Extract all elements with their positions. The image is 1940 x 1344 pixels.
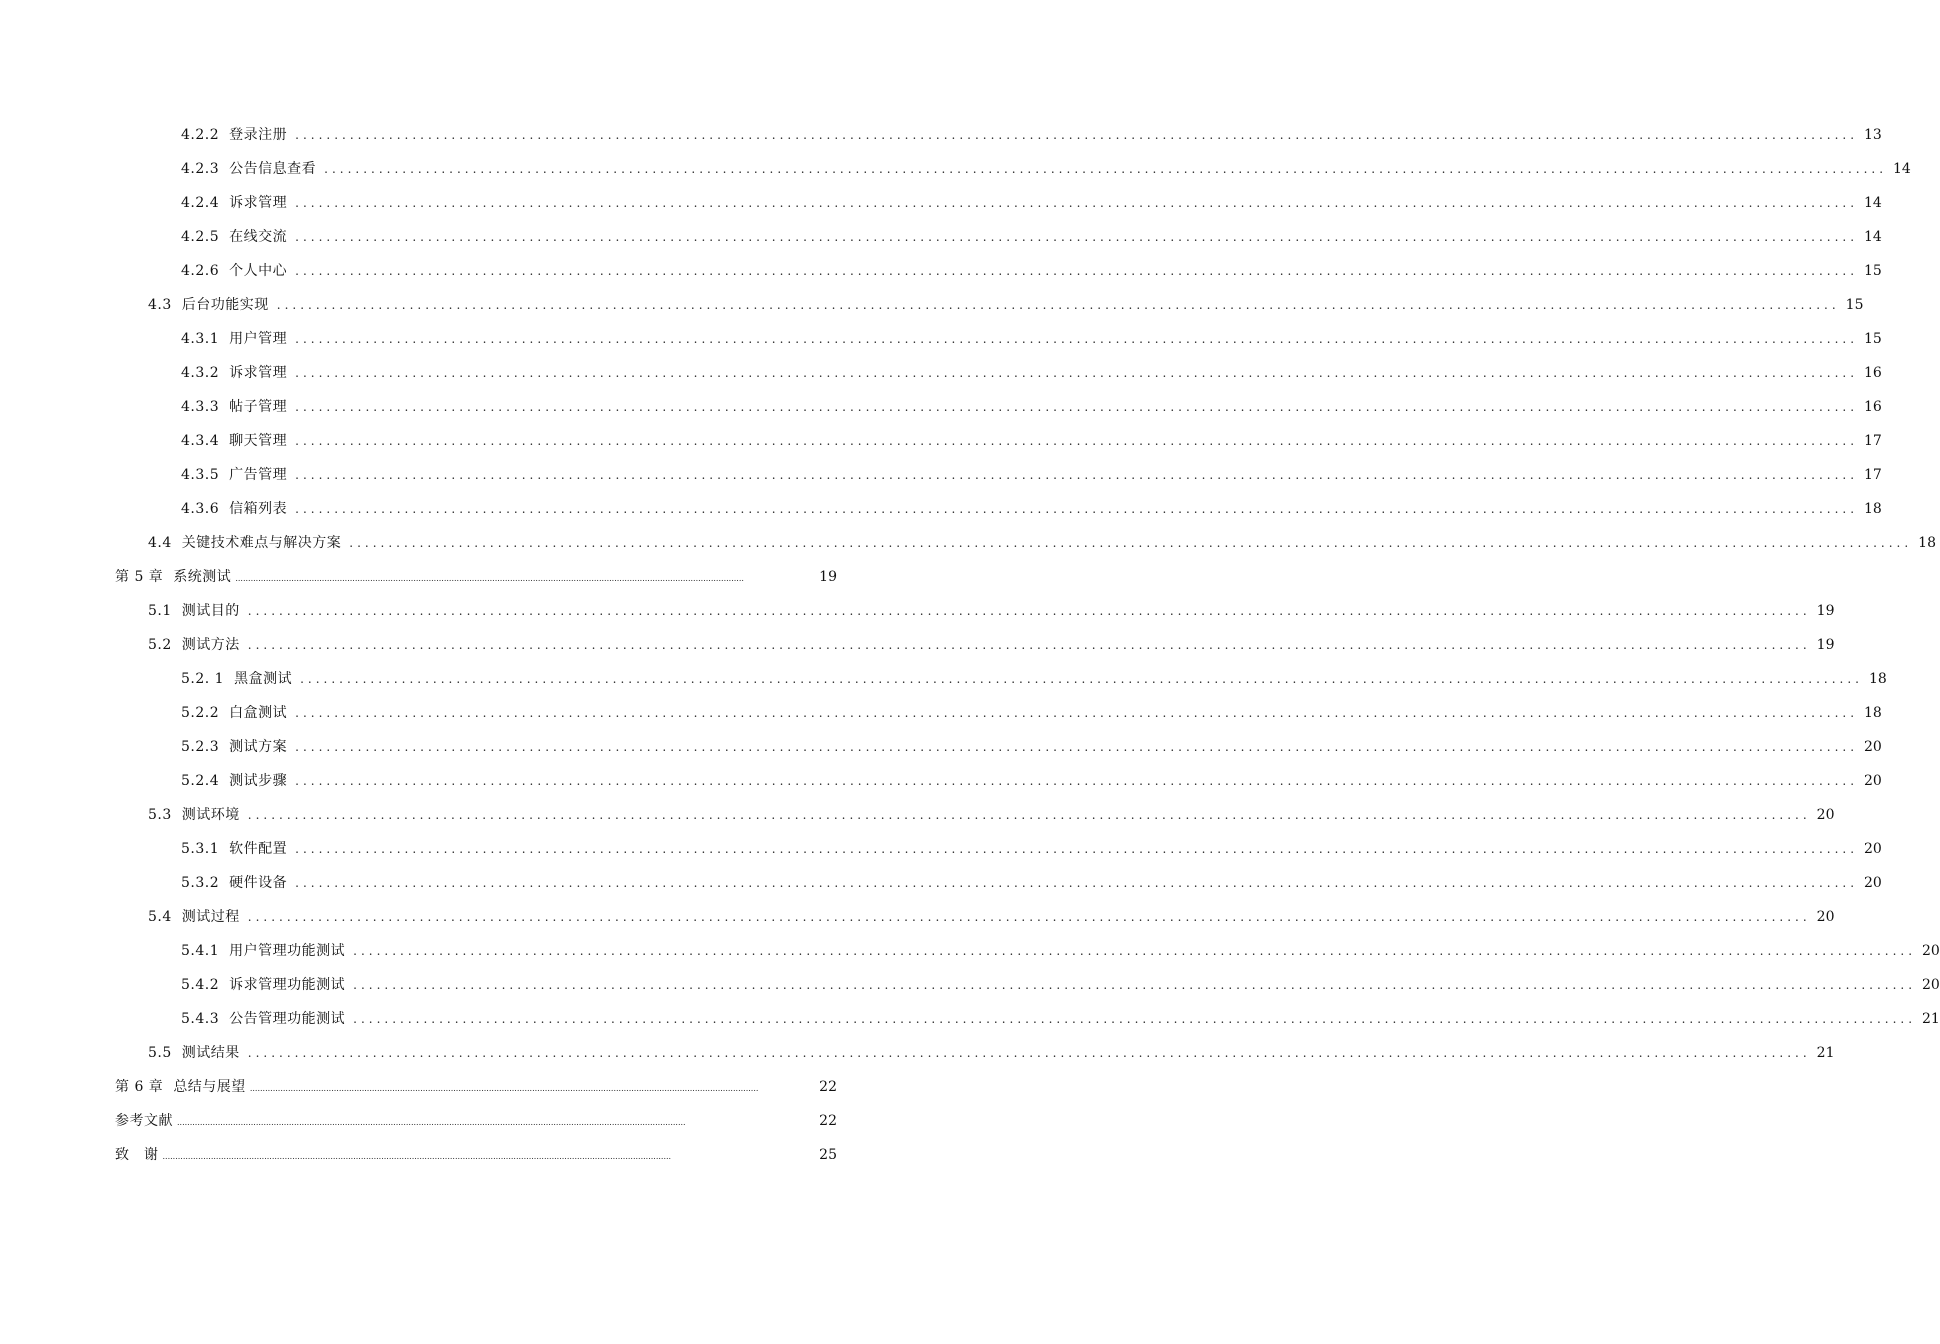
- dot-leader: ........................................................................................................................................................................................................: [247, 808, 1811, 822]
- toc-entry[interactable]: [0, 628, 1835, 662]
- toc-entry-number: 4.4: [148, 535, 172, 551]
- toc-entry-title: 测试过程: [181, 909, 240, 925]
- dot-leader: ........................................................................................................................................................................................................: [295, 468, 1859, 482]
- toc-entry-page-number: 17: [1864, 467, 1882, 483]
- toc-entry-page-number: 15: [1864, 263, 1882, 279]
- toc-entry-page-number: 20: [1816, 909, 1835, 925]
- toc-entry[interactable]: [0, 968, 1940, 1002]
- toc-entry[interactable]: [0, 356, 1882, 390]
- toc-entry-page-number: 15: [1845, 297, 1864, 313]
- toc-entry-page-number: 13: [1864, 127, 1882, 143]
- toc-entry[interactable]: [0, 832, 1882, 866]
- dot-leader: ........................................................................................................................................................................................................: [295, 706, 1859, 720]
- toc-entry-page-number: 19: [1816, 603, 1835, 619]
- toc-entry-label: [115, 1138, 159, 1172]
- dot-leader: ........................................................................................................................................................................................................: [177, 1118, 686, 1127]
- dot-leader: ........................................................................................................................................................................................................: [295, 876, 1859, 890]
- toc-entry-label: [115, 560, 231, 594]
- toc-entry-title: 参考文献: [115, 1113, 173, 1129]
- toc-entry-label: [181, 492, 287, 526]
- toc-entry-page-number: 20: [1864, 875, 1882, 891]
- dot-leader: ........................................................................................................................................................................................................: [295, 400, 1859, 414]
- toc-entry-number: 5.3: [148, 807, 172, 823]
- toc-entry-number: 4.2.6: [181, 263, 220, 279]
- toc-entry-title: 关键技术难点与解决方案: [181, 535, 342, 551]
- toc-entry-number: 5.2.4: [181, 773, 220, 789]
- toc-entry-number: 4.2.4: [181, 195, 220, 211]
- toc-entry-number: 5.4.2: [181, 977, 220, 993]
- toc-entry-label: [148, 526, 341, 560]
- toc-entry-page-number: 17: [1864, 433, 1882, 449]
- toc-entry-number: 4.3.4: [181, 433, 220, 449]
- toc-entry-number: 5.2.2: [181, 705, 220, 721]
- dot-leader: ........................................................................................................................................................................................................: [353, 1012, 1917, 1026]
- dot-leader: ........................................................................................................................................................................................................: [353, 978, 1917, 992]
- toc-entry-number: 5.5: [148, 1045, 172, 1061]
- toc-entry-title: 个人中心: [229, 263, 288, 279]
- toc-entry-title: 测试步骤: [229, 773, 288, 789]
- toc-entry-page-number: 19: [819, 569, 837, 585]
- dot-leader: ........................................................................................................................................................................................................: [295, 332, 1859, 346]
- toc-entry[interactable]: [0, 390, 1882, 424]
- toc-entry-title: 聊天管理: [229, 433, 288, 449]
- toc-entry-page-number: 16: [1864, 399, 1882, 415]
- toc-entry-title: 致 谢: [115, 1147, 159, 1163]
- dot-leader: ........................................................................................................................................................................................................: [295, 196, 1859, 210]
- toc-entry-label: [181, 118, 287, 152]
- dot-leader: ........................................................................................................................................................................................................: [247, 638, 1811, 652]
- toc-entry-number: 5.3.2: [181, 875, 220, 891]
- dot-leader: ........................................................................................................................................................................................................: [324, 162, 1888, 176]
- toc-entry[interactable]: [0, 1070, 950, 1104]
- toc-entry-label: [181, 390, 287, 424]
- toc-entry-label: [181, 254, 287, 288]
- toc-entry-label: [181, 458, 287, 492]
- toc-entry-label: [148, 288, 269, 322]
- toc-entry-page-number: 21: [1816, 1045, 1835, 1061]
- dot-leader: ........................................................................................................................................................................................................: [249, 1084, 759, 1093]
- toc-entry-number: 4.3.6: [181, 501, 220, 517]
- dot-leader: ........................................................................................................................................................................................................: [295, 740, 1859, 754]
- toc-entry-page-number: 14: [1893, 161, 1911, 177]
- toc-entry-page-number: 14: [1864, 229, 1882, 245]
- toc-entry-label: [181, 186, 287, 220]
- toc-entry-page-number: 18: [1868, 671, 1887, 687]
- toc-entry-title: 白盒测试: [229, 705, 288, 721]
- toc-entry-label: [148, 628, 240, 662]
- toc-entry-title: 登录注册: [229, 127, 288, 143]
- toc-entry[interactable]: [0, 662, 1887, 696]
- dot-leader: ........................................................................................................................................................................................................: [247, 1046, 1811, 1060]
- toc-entry-title: 诉求管理: [229, 195, 288, 211]
- toc-entry-title: 测试方案: [229, 739, 288, 755]
- dot-leader: ........................................................................................................................................................................................................: [295, 434, 1859, 448]
- toc-entry[interactable]: [0, 696, 1882, 730]
- toc-entry-title: 广告管理: [229, 467, 288, 483]
- toc-entry[interactable]: [0, 288, 1864, 322]
- dot-leader: ........................................................................................................................................................................................................: [247, 604, 1811, 618]
- toc-entry[interactable]: [0, 424, 1882, 458]
- toc-entry-label: [181, 764, 287, 798]
- dot-leader: ........................................................................................................................................................................................................: [295, 264, 1859, 278]
- toc-entry-title: 用户管理: [229, 331, 288, 347]
- toc-entry-title: 公告管理功能测试: [229, 1011, 346, 1027]
- toc-entry-title: 测试方法: [181, 637, 240, 653]
- toc-entry-label: [148, 798, 240, 832]
- toc-entry-page-number: 15: [1864, 331, 1882, 347]
- toc-entry-number: 5.3.1: [181, 841, 220, 857]
- toc-entry-number: 5.4.3: [181, 1011, 220, 1027]
- toc-entry[interactable]: [0, 1104, 950, 1138]
- toc-entry-label: [115, 1104, 173, 1138]
- toc-entry-title: 总结与展望: [173, 1079, 246, 1095]
- toc-entry-title: 在线交流: [229, 229, 288, 245]
- toc-entry-page-number: 22: [819, 1079, 837, 1095]
- toc-entry-label: [181, 424, 287, 458]
- toc-entry-page-number: 20: [1864, 739, 1882, 755]
- toc-entry-label: [115, 1070, 246, 1104]
- toc-entry[interactable]: [0, 526, 1936, 560]
- toc-entry-number: 4.3: [148, 297, 172, 313]
- toc-entry-number: 4.3.2: [181, 365, 220, 381]
- dot-leader: ........................................................................................................................................................................................................: [276, 298, 1840, 312]
- table-of-contents: [0, 118, 1940, 1172]
- toc-entry-page-number: 14: [1864, 195, 1882, 211]
- toc-entry-label: [181, 356, 287, 390]
- toc-entry-number: 4.3.1: [181, 331, 220, 347]
- dot-leader: ........................................................................................................................................................................................................: [295, 366, 1859, 380]
- toc-entry-title: 信箱列表: [229, 501, 288, 517]
- toc-entry-label: [181, 662, 292, 696]
- toc-entry-title: 软件配置: [229, 841, 288, 857]
- toc-entry[interactable]: [0, 594, 1835, 628]
- toc-entry-label: [181, 152, 316, 186]
- toc-entry-number: 4.3.3: [181, 399, 220, 415]
- toc-entry-label: [181, 866, 287, 900]
- dot-leader: ........................................................................................................................................................................................................: [295, 230, 1859, 244]
- toc-entry-number: 4.2.5: [181, 229, 220, 245]
- toc-entry-page-number: 20: [1816, 807, 1835, 823]
- toc-entry-title: 后台功能实现: [181, 297, 269, 313]
- toc-entry-label: [181, 322, 287, 356]
- toc-entry-title: 帖子管理: [229, 399, 288, 415]
- toc-entry-page-number: 19: [1816, 637, 1835, 653]
- toc-entry-label: [181, 832, 287, 866]
- toc-entry-number: 4.2.2: [181, 127, 220, 143]
- toc-entry-title: 用户管理功能测试: [229, 943, 346, 959]
- toc-entry-label: [148, 1036, 240, 1070]
- toc-entry-page-number: 20: [1864, 841, 1882, 857]
- toc-entry-number: 4.3.5: [181, 467, 220, 483]
- toc-entry-label: [181, 934, 345, 968]
- toc-entry-number: 5.2: [148, 637, 172, 653]
- toc-entry[interactable]: [0, 560, 950, 594]
- toc-entry[interactable]: [0, 254, 1882, 288]
- toc-entry-number: 5.4.1: [181, 943, 220, 959]
- toc-entry-title: 测试环境: [181, 807, 240, 823]
- toc-entry[interactable]: [0, 1036, 1835, 1070]
- toc-entry-page-number: 25: [819, 1147, 837, 1163]
- toc-entry[interactable]: [0, 866, 1882, 900]
- dot-leader: ........................................................................................................................................................................................................: [235, 574, 744, 583]
- toc-entry[interactable]: [0, 492, 1882, 526]
- toc-entry[interactable]: [0, 322, 1882, 356]
- toc-entry-title: 诉求管理功能测试: [229, 977, 346, 993]
- toc-entry-number: 第 6 章: [115, 1079, 164, 1095]
- toc-entry[interactable]: [0, 1002, 1940, 1036]
- toc-entry-label: [181, 696, 287, 730]
- toc-entry-page-number: 21: [1922, 1011, 1940, 1027]
- dot-leader: ........................................................................................................................................................................................................: [295, 842, 1859, 856]
- toc-entry[interactable]: [0, 220, 1882, 254]
- toc-entry-page-number: 22: [819, 1113, 837, 1129]
- toc-entry-page-number: 20: [1864, 773, 1882, 789]
- dot-leader: ........................................................................................................................................................................................................: [162, 1152, 672, 1161]
- toc-entry-page-number: 20: [1922, 943, 1940, 959]
- toc-entry[interactable]: [0, 764, 1882, 798]
- toc-entry[interactable]: [0, 900, 1835, 934]
- toc-entry-number: 第 5 章: [115, 569, 164, 585]
- dot-leader: ........................................................................................................................................................................................................: [300, 672, 1863, 686]
- toc-entry-title: 测试目的: [181, 603, 240, 619]
- toc-entry[interactable]: [0, 730, 1882, 764]
- toc-entry[interactable]: [0, 118, 1882, 152]
- toc-entry[interactable]: [0, 152, 1911, 186]
- toc-entry-label: [181, 968, 345, 1002]
- toc-entry-number: 5.2. 1: [181, 671, 225, 687]
- toc-entry-label: [181, 1002, 345, 1036]
- toc-entry-label: [148, 900, 240, 934]
- toc-entry-number: 5.4: [148, 909, 172, 925]
- toc-entry-page-number: 18: [1864, 705, 1882, 721]
- toc-entry-title: 诉求管理: [229, 365, 288, 381]
- toc-entry-title: 黑盒测试: [234, 671, 293, 687]
- toc-entry-number: 5.2.3: [181, 739, 220, 755]
- dot-leader: ........................................................................................................................................................................................................: [295, 128, 1859, 142]
- dot-leader: ........................................................................................................................................................................................................: [295, 774, 1859, 788]
- dot-leader: ........................................................................................................................................................................................................: [247, 910, 1811, 924]
- dot-leader: ........................................................................................................................................................................................................: [349, 536, 1913, 550]
- toc-entry-label: [181, 220, 287, 254]
- toc-entry-title: 公告信息查看: [229, 161, 317, 177]
- dot-leader: ........................................................................................................................................................................................................: [353, 944, 1917, 958]
- toc-entry[interactable]: [0, 1138, 950, 1172]
- toc-entry[interactable]: [0, 798, 1835, 832]
- toc-entry-label: [148, 594, 240, 628]
- toc-entry-title: 硬件设备: [229, 875, 288, 891]
- toc-entry[interactable]: [0, 934, 1940, 968]
- toc-entry-label: [181, 730, 287, 764]
- toc-entry-page-number: 18: [1918, 535, 1936, 551]
- toc-entry-page-number: 20: [1922, 977, 1940, 993]
- toc-entry-number: 5.1: [148, 603, 172, 619]
- toc-entry[interactable]: [0, 186, 1882, 220]
- toc-entry[interactable]: [0, 458, 1882, 492]
- toc-entry-title: 测试结果: [181, 1045, 240, 1061]
- toc-entry-page-number: 18: [1864, 501, 1882, 517]
- toc-entry-title: 系统测试: [173, 569, 232, 585]
- dot-leader: ........................................................................................................................................................................................................: [295, 502, 1859, 516]
- toc-entry-page-number: 16: [1864, 365, 1882, 381]
- toc-entry-number: 4.2.3: [181, 161, 220, 177]
